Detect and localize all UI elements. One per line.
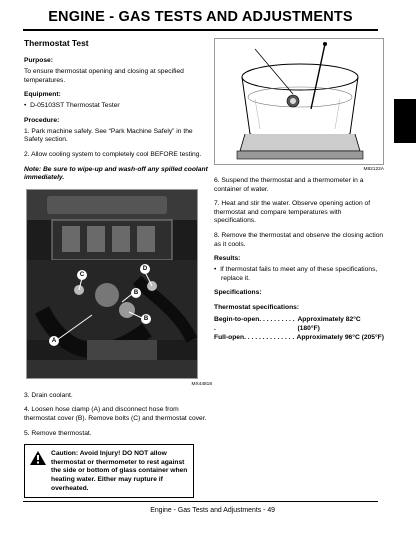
header-rule	[23, 29, 378, 31]
thermostat-tester-drawing	[215, 39, 385, 166]
procedure-step: 7. Heat and stir the water. Observe opening action of thermostat and compare temperatures with specifications.	[214, 200, 371, 225]
engine-photo-caption: MX44818	[191, 381, 212, 387]
specifications-heading: Specifications:	[214, 289, 262, 297]
callout-d: D	[140, 264, 150, 274]
procedure-step: 4. Loosen hose clamp (A) and disconnect hose from thermostat cover (B). Remove bolts (C) and thermostat cover.	[24, 406, 207, 422]
callout-a: A	[49, 336, 59, 346]
engine-photo-illustration	[27, 190, 198, 379]
thermostat-tester-illustration	[214, 38, 384, 165]
warning-triangle-icon	[30, 451, 46, 465]
thermostat-specs-heading: Thermostat specifications:	[214, 304, 300, 312]
procedure-step: 8. Remove the thermostat and observe the closing action as it cools.	[214, 231, 384, 248]
equipment-item: • D-05103ST Thermostat Tester	[24, 102, 120, 110]
equipment-heading: Equipment:	[24, 91, 61, 99]
engine-photo	[26, 189, 198, 379]
spec-row-full-open: Full-open. . . . . . . . . . . . . . Approximately 96°C (205°F)	[214, 334, 384, 342]
procedure-step: 6. Suspend the thermostat and a thermometer in a container of water.	[214, 177, 364, 193]
purpose-heading: Purpose:	[24, 57, 53, 64]
thermostat-tester-caption: M82122A	[363, 167, 384, 172]
page-footer: Engine - Gas Tests and Adjustments - 49	[150, 507, 275, 514]
procedure-step: 3. Drain coolant.	[24, 391, 73, 399]
caution-box	[24, 444, 194, 498]
purpose-text: To ensure thermostat opening and closing at specified temperatures.	[24, 68, 184, 84]
section-title: Thermostat Test	[24, 38, 89, 48]
callout-b: B	[141, 314, 151, 324]
results-item: • If thermostat fails to meet any of these specifications, replace it.	[214, 266, 378, 282]
results-heading: Results:	[214, 255, 241, 263]
page-header: ENGINE - GAS TESTS AND ADJUSTMENTS	[48, 9, 353, 25]
callout-c: C	[77, 270, 87, 280]
left-column	[24, 38, 212, 498]
procedure-step: 2. Allow cooling system to completely cool BEFORE testing.	[24, 150, 202, 158]
footer-rule	[23, 501, 378, 502]
spec-row-begin-open: Begin-to-open. . . . . . . . . . . Approximately 82°C (180°F)	[214, 316, 361, 333]
right-column	[214, 38, 384, 342]
caution-text: Caution: Avoid Injury! DO NOT allow thermostat or thermometer to rest against the side or bottom of glass container when heating water. Either may rupture if overheated.	[51, 450, 188, 492]
procedure-step: 1. Park machine safely. See “Park Machine Safely” in the Safety section.	[24, 127, 193, 144]
spill-note: Note: Be sure to wipe-up and wash-off any spilled coolant immediately.	[24, 165, 208, 182]
callout-b: B	[131, 288, 141, 298]
section-tab-marker	[394, 99, 416, 143]
procedure-heading: Procedure:	[24, 116, 60, 124]
procedure-step: 5. Remove thermostat.	[24, 429, 92, 437]
